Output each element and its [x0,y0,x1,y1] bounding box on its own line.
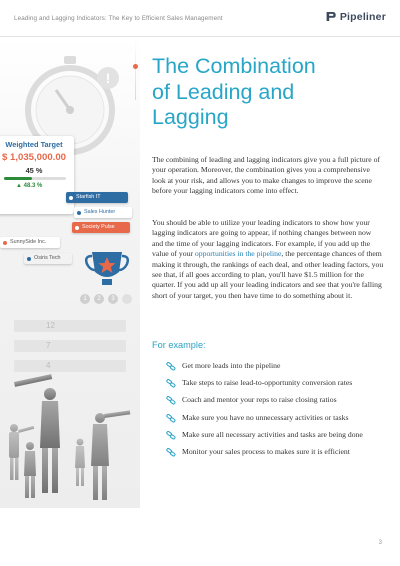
link-chain-icon [166,431,176,440]
card-amount: $ 1,035,000.00 [1,152,67,163]
accent-line [135,40,136,100]
title-line: The Combination [152,54,316,78]
list-item [166,378,386,388]
card-change-value: 48.3 % [23,183,43,189]
rank-badge: 2 [94,294,104,304]
faded-row-value: 4 [46,361,51,370]
page-header [0,0,400,37]
faded-row-value: 12 [46,321,55,330]
status-dot-icon [77,211,81,215]
status-dot-icon [75,226,79,230]
link-chain-icon [166,362,176,371]
list-item-text: Get more leads into the pipeline [182,361,281,370]
list-item-text: Coach and mentor your reps to raise closing ratios [182,395,337,405]
logo-text: Pipeliner [339,10,386,23]
businessmen-silhouette-icon [0,368,140,508]
pipeline-link[interactable]: opportunities in the pipeline [194,249,282,259]
tag-label: SunnySide Inc. [10,239,47,245]
svg-text:!: ! [105,70,111,86]
weighted-target-card [0,136,74,214]
title-line: of Leading and [152,79,295,104]
list-item [166,361,386,371]
paragraph-text: , the percentage chances of them making it through, the rankings of each deal, and other leading factors, you see that, if all goes according to plan, you'll have $1.5 million for the quarter. If you add up all your leading indicators and see that you're falling short of your target, you then have time to do something about it. [152,249,384,300]
card-title: Weighted Target [5,140,63,149]
trophy-icon [84,248,130,290]
deal-tag-sales-hunter [74,207,132,218]
list-item-text: Take steps to raise lead-to-opportunity conversion rates [182,378,353,388]
intro-paragraph: The combining of leading and lagging indicators give you a full picture of your operation. Moreover, the combination gives you a comprehensive look at your risk, and allows you to make changes to improve the scene before your lagging indicators come into effect. [152,155,381,196]
list-item-text: Monitor your sales process to makes sure it is efficient [182,447,350,457]
status-dot-icon [27,257,31,261]
faded-row-value: 7 [46,341,51,350]
example-heading: For example: [152,340,206,350]
list-item-text: Make sure all necessary activities and tasks are being done [182,429,363,439]
deal-tag-society-pulse [72,222,130,233]
up-arrow-icon: ▲ [16,183,22,189]
card-change [16,183,42,189]
card-progress-fill [4,177,32,180]
list-item [166,447,386,457]
link-chain-icon [166,448,176,457]
ranking-row [80,294,132,304]
card-progress-bar [4,177,66,180]
status-dot-icon [3,241,7,245]
tag-label: Sales Hunter [84,209,116,215]
header-title: Leading and Lagging Indicators: The Key to Efficient Sales Management [14,15,223,22]
body-paragraph [152,218,384,301]
page-number: 3 [378,540,382,546]
tag-label: Society Pulse [82,224,115,230]
deal-tag-osiris [24,253,72,264]
rank-badge: 3 [108,294,118,304]
title-line: Lagging [152,105,229,129]
link-chain-icon [166,379,176,388]
accent-dot-icon [133,64,138,69]
rank-badge: 1 [80,294,90,304]
faded-row [14,340,126,352]
list-item [166,395,386,405]
deal-tag-starfish [66,192,128,203]
list-item [166,430,386,440]
card-percent: 45 % [25,166,43,175]
link-chain-icon [166,414,176,423]
list-item [166,413,386,423]
page-title [152,54,382,131]
tag-label: Osiris Tech [34,255,61,261]
example-list [166,361,386,464]
list-item-text: Make sure you have no unnecessary activities or tasks [182,412,349,422]
paragraph-text: You should be able to utilize your leading indicators to show how your lagging indicators are going to appear, if nothing changes between now and the time of your lagging indicators. For example, if you add up the value of your [152,218,372,259]
tag-label: Starfish IT [76,194,101,200]
rank-badge-empty [122,294,132,304]
pipeliner-logo [324,10,386,23]
faded-row [14,320,126,332]
link-chain-icon [166,396,176,405]
pipeliner-logo-icon [324,10,337,23]
status-dot-icon [69,196,73,200]
deal-tag-sunnyside [0,237,60,248]
illustration [0,38,140,508]
